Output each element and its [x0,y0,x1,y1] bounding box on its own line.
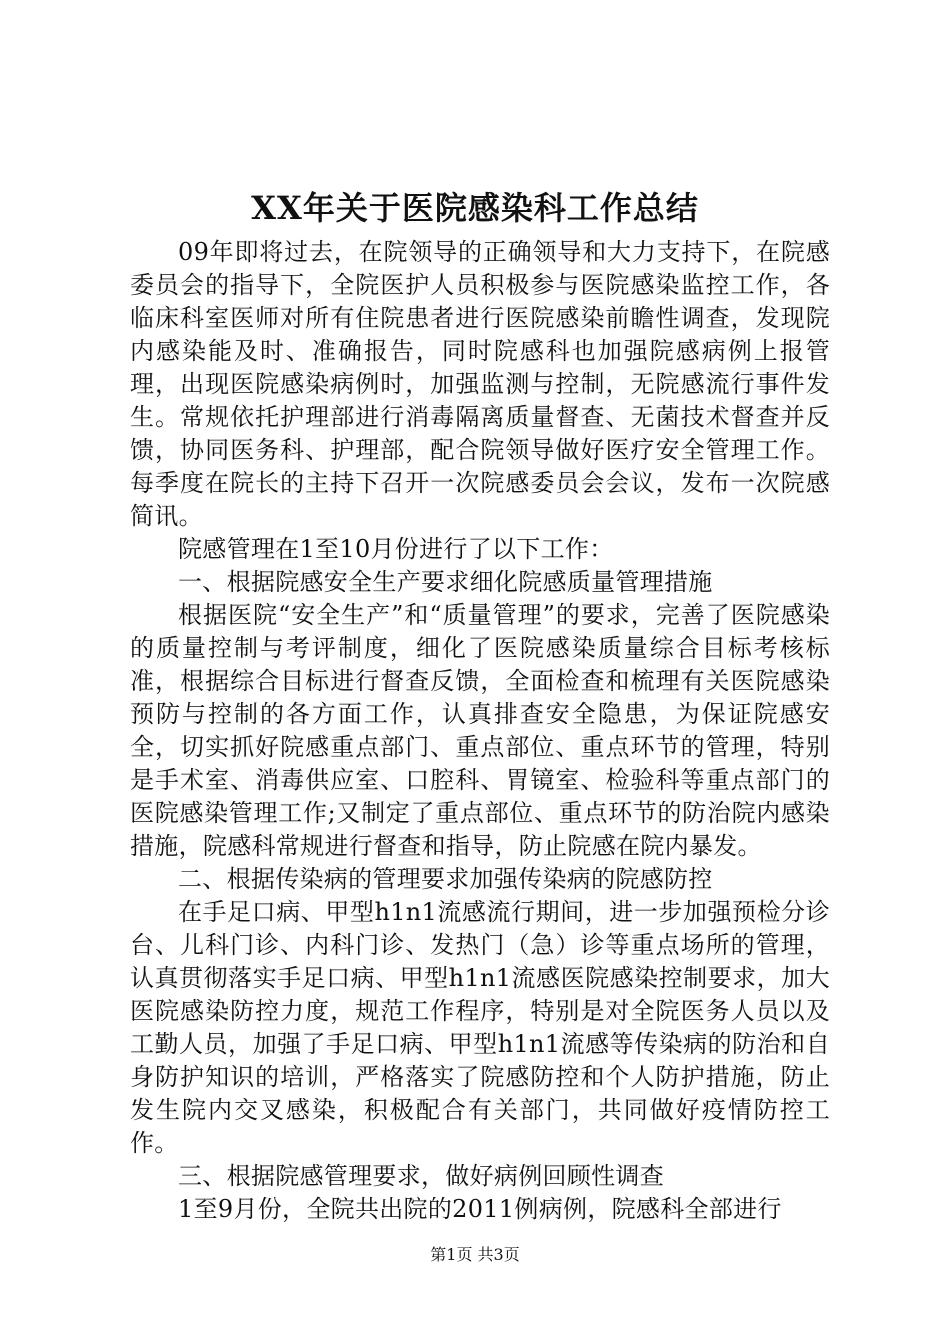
section-heading-2: 二、根据传染病的管理要求加强传染病的院感防控 [178,865,713,893]
paragraph-work-overview: 院感管理在1至10月份进行了以下工作： [178,535,614,563]
paragraph-section-3: 1至9月份，全院共出院的2011例病例，院感科全部进行 [178,1195,782,1223]
page-footer: 第1页 共3页 [430,1245,520,1264]
section-heading-1: 一、根据院感安全生产要求细化院感质量管理措施 [178,568,713,596]
paragraph-intro: 09年即将过去，在院领导的正确领导和大力支持下，在院感委员会的指导下，全院医护人员积极参与医院感染监控工作，各临床科室医师对所有住院患者进行医院感染前瞻性调查，发现院内感染能及时、准确报告，同时院感科也加强院感病例上报管理，出现医院感染病例时，加强监测与控制，无院感流行事件发生。常规依托护理部进行消毒隔离质量督查、无菌技术督查并反馈，协同医务科、护理部，配合院领导做好医疗安全管理工作。每季度在院长的主持下召开一次院感委员会会议，发布一次院感简讯。 [130,238,830,530]
document-title: XX年关于医院感染科工作总结 [251,189,699,227]
paragraph-section-1: 根据医院“安全生产”和“质量管理”的要求，完善了医院感染的质量控制与考评制度，细化了医院感染质量综合目标考核标准，根据综合目标进行督查反馈，全面检查和梳理有关医院感染预防与控制的各方面工作，认真排查安全隐患，为保证院感安全，切实抓好院感重点部门、重点部位、重点环节的管理，特别是手术室、消毒供应室、口腔科、胃镜室、检验科等重点部门的医院感染管理工作;又制定了重点部位、重点环节的防治院内感染措施，院感科常规进行督查和指导，防止院感在院内暴发。 [130,601,830,860]
paragraph-section-2: 在手足口病、甲型h1n1流感流行期间，进一步加强预检分诊台、儿科门诊、内科门诊、发热门（急）诊等重点场所的管理，认真贯彻落实手足口病、甲型h1n1流感医院感染控制要求，加大医院感染防控力度，规范工作程序，特别是对全院医务人员以及工勤人员，加强了手足口病、甲型h1n1流感等传染病的防治和自身防护知识的培训，严格落实了院感防控和个人防护措施，防止发生院内交叉感染，积极配合有关部门，共同做好疫情防控工作。 [130,898,830,1157]
document-body [130,236,830,1226]
section-heading-3: 三、根据院感管理要求，做好病例回顾性调查 [178,1162,664,1190]
